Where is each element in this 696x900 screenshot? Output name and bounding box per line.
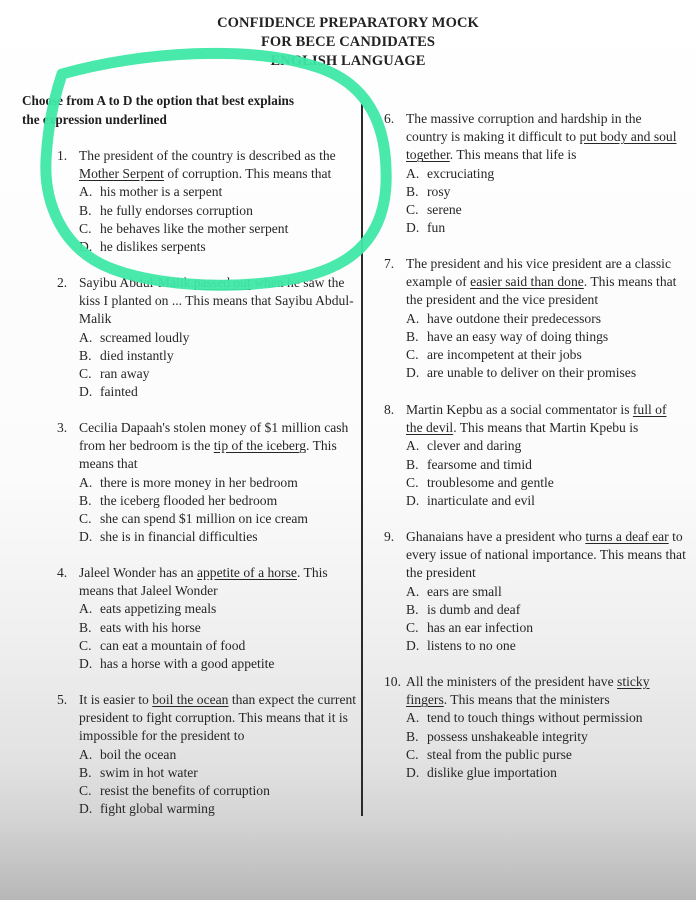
option-b: B. fearsome and timid	[406, 456, 532, 472]
option-a: A. his mother is a serpent	[79, 184, 223, 200]
option-b: B. eats with his horse	[79, 619, 201, 635]
option-c: C. resist the benefits of corruption	[79, 783, 270, 799]
question-stem: 7. The president and his vice president are a classic example of easier said than done. This means that the president and the vice president	[384, 256, 677, 308]
header-title: CONFIDENCE PREPARATORY MOCK	[217, 15, 479, 31]
instructions-line-1: Choose from A to D the option that best explains	[22, 93, 294, 108]
question-stem: 1. The president of the country is described as the Mother Serpent of corruption. This means that	[57, 148, 336, 182]
underlined-expression: full of the devil	[406, 402, 667, 436]
question-10	[384, 673, 679, 782]
underlined-expression: sticky fingers	[406, 674, 650, 708]
option-a: A. tend to touch things without permission	[406, 710, 643, 726]
question-stem: 8. Martin Kepbu as a social commentator is full of the devil. This means that Martin Kpebu is	[384, 402, 667, 436]
underlined-expression: boil the ocean	[152, 692, 229, 707]
question-stem: 2. Sayibu Abdul-Malik passed out when he saw the kiss I planted on ... This means that Sayibu Abdul-Malik	[57, 275, 354, 327]
header-subtitle: FOR BECE CANDIDATES	[260, 34, 436, 50]
question-3	[57, 419, 362, 546]
option-b: B. the iceberg flooded her bedroom	[79, 492, 278, 508]
question-number: 4.	[57, 565, 68, 580]
option-a: A. have outdone their predecessors	[406, 310, 602, 326]
option-c: C. troublesome and gentle	[406, 474, 554, 490]
option-d: D. are unable to deliver on their promises	[406, 365, 637, 381]
option-b: B. swim in hot water	[79, 764, 198, 780]
question-stem: 9. Ghanaians have a president who turns a deaf ear to every issue of national importance. This means that the president	[384, 529, 686, 581]
option-c: C. ran away	[79, 366, 150, 382]
question-number: 1.	[57, 148, 68, 163]
exam-header	[0, 14, 696, 71]
question-6	[384, 110, 684, 237]
option-b: B. have an easy way of doing things	[406, 328, 609, 344]
question-stem: 4. Jaleel Wonder has an appetite of a horse. This means that Jaleel Wonder	[57, 565, 328, 599]
question-stem: 5. It is easier to boil the ocean than expect the current president to fight corruption. This means that it is impossible for the president to	[57, 692, 357, 744]
instructions-line-2: the expression underlined	[22, 111, 167, 127]
question-number: 5.	[57, 692, 68, 707]
instructions	[22, 92, 362, 129]
question-1	[57, 147, 362, 256]
question-2	[57, 274, 355, 401]
underlined-expression: turns a deaf ear	[585, 529, 669, 544]
underlined-expression: easier said than done	[470, 274, 584, 290]
option-d: D. has a horse with a good appetite	[79, 656, 275, 672]
option-b: B. is dumb and deaf	[406, 601, 521, 617]
option-d: D. fainted	[79, 384, 138, 400]
option-c: C. she can spend $1 million on ice cream	[79, 511, 308, 527]
underlined-expression: put body and soul together	[406, 129, 677, 163]
question-number: 6.	[384, 111, 395, 126]
option-b: B. rosy	[406, 183, 451, 199]
option-a: A. eats appetizing meals	[79, 601, 217, 617]
option-d: D. he dislikes serpents	[79, 239, 206, 255]
option-d: D. fight global warming	[79, 801, 215, 817]
question-number: 9.	[384, 529, 395, 544]
option-a: A. there is more money in her bedroom	[79, 474, 298, 490]
question-number: 2.	[57, 275, 68, 290]
question-number: 7.	[384, 256, 395, 271]
question-stem: 10. All the ministers of the president have sticky fingers. This means that the ministers	[384, 674, 650, 708]
option-a: A. screamed loudly	[79, 329, 190, 345]
question-5	[57, 691, 359, 818]
question-4	[57, 564, 355, 673]
option-d: D. inarticulate and evil	[406, 493, 535, 509]
question-9	[384, 528, 689, 655]
option-b: B. possess unshakeable integrity	[406, 728, 588, 744]
option-c: C. steal from the public purse	[406, 746, 572, 762]
option-c: C. can eat a mountain of food	[79, 637, 246, 653]
option-d: D. she is in financial difficulties	[79, 529, 258, 545]
option-c: C. has an ear infection	[406, 620, 534, 636]
question-number: 8.	[384, 402, 395, 417]
option-d: D. fun	[406, 220, 446, 236]
underlined-expression: appetite of a horse	[196, 565, 297, 580]
option-d: D. listens to no one	[406, 638, 516, 654]
option-d: D. dislike glue importation	[406, 765, 557, 781]
option-c: C. he behaves like the mother serpent	[79, 220, 289, 236]
option-a: A. boil the ocean	[79, 746, 177, 762]
header-subject: ENGLISH LANGUAGE	[270, 53, 426, 69]
question-8	[384, 401, 684, 510]
option-c: C. serene	[406, 202, 462, 218]
question-stem: 6. The massive corruption and hardship in the country is making it difficult to put body and soul together. This means that life is	[384, 111, 677, 163]
underlined-expression: tip of the iceberg	[213, 438, 307, 454]
option-c: C. are incompetent at their jobs	[406, 347, 582, 363]
question-stem: 3. Cecilia Dapaah's stolen money of $1 million cash from her bedroom is the tip of the iceberg. This means that	[57, 420, 349, 472]
option-b: B. died instantly	[79, 347, 174, 363]
option-b: B. he fully endorses corruption	[79, 202, 253, 218]
question-7	[384, 255, 689, 382]
option-a: A. excruciating	[406, 165, 495, 181]
option-a: A. clever and daring	[406, 438, 522, 454]
underlined-expression: Mother Serpent	[79, 166, 164, 182]
underlined-expression: passed out	[193, 275, 251, 290]
question-number: 3.	[57, 420, 68, 435]
option-a: A. ears are small	[406, 583, 502, 599]
question-number: 10.	[384, 674, 401, 689]
